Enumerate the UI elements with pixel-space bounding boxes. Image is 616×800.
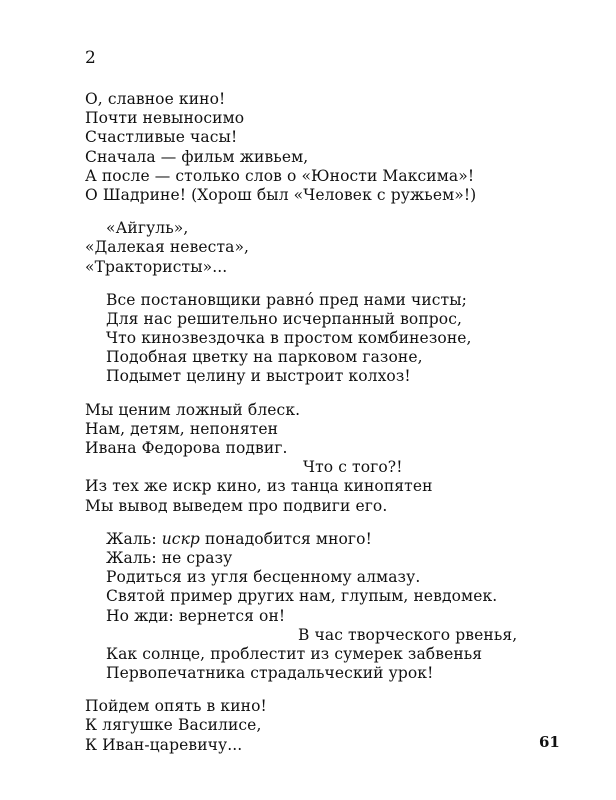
poem-line-part: Жаль: <box>106 529 162 548</box>
poem-line: О Шадрине! (Хорош был «Человек с ружьем»!) <box>85 185 477 204</box>
stanza-3 <box>85 291 555 387</box>
poem-line: Ивана Федорова подвиг. <box>85 439 288 457</box>
poem-line: «Трактористы»... <box>85 257 228 276</box>
poem-line: Пойдем опять в кино! <box>85 697 267 716</box>
poem-line: Сначала — фильм живьем, <box>85 147 309 166</box>
page-number: 61 <box>539 733 560 751</box>
poem-line: Для нас решительно исчерпанный вопрос, <box>106 309 463 328</box>
stanza-1 <box>85 90 555 205</box>
poem-line <box>85 530 555 549</box>
section-number: 2 <box>85 48 96 68</box>
poem-line: Что с того?! <box>303 458 403 477</box>
poem-line: «Далекая невеста», <box>85 238 250 257</box>
stanza-gap <box>85 516 555 530</box>
poem-line: К лягушке Василисе, <box>85 716 262 735</box>
poem-line: В час творческого рвенья, <box>298 625 518 644</box>
poem-line: О, славное кино! <box>85 90 226 108</box>
poem-line: Но жди: вернется он! <box>106 606 286 625</box>
poem-line: А после — столько слов о «Юности Максима»! <box>85 166 475 185</box>
poem-line-part: понадобится много! <box>199 529 372 548</box>
poem-text <box>85 90 555 755</box>
stanza-2 <box>85 219 555 277</box>
stanza-4 <box>85 401 555 516</box>
stanza-gap <box>85 387 555 401</box>
poem-line: Первопечатника страдальческий урок! <box>106 664 434 683</box>
poem-line: Подымет целину и выстроит колхоз! <box>106 367 411 386</box>
poem-line: Что кинозвездочка в простом комбинезоне, <box>106 329 472 348</box>
poem-line: Родиться из угля бесценному алмазу. <box>106 568 421 587</box>
poem-line: К Иван-царевичу... <box>85 735 243 754</box>
stanza-gap <box>85 205 555 219</box>
stanza-gap <box>85 683 555 697</box>
poem-line: Подобная цветку на парковом газоне, <box>106 348 423 367</box>
poem-line: Мы вывод выведем про подвиги его. <box>85 496 388 515</box>
stanza-5 <box>85 530 555 684</box>
stanza-gap <box>85 277 555 291</box>
poem-line: «Айгуль», <box>106 219 189 238</box>
poem-line: Счастливые часы! <box>85 128 238 147</box>
poem-line: Мы ценим ложный блеск. <box>85 400 301 419</box>
poem-line-emphasis: искр <box>161 529 200 548</box>
stanza-6 <box>85 697 555 755</box>
poem-line: Все постановщики равно́ пред нами чисты; <box>106 290 467 309</box>
poem-line: Как солнце, проблестит из сумерек забвенья <box>106 644 483 663</box>
poem-line: Нам, детям, непонятен <box>85 419 279 438</box>
poem-line: Святой пример других нам, глупым, невдомек. <box>106 587 498 606</box>
poem-line: Из тех же искр кино, из танца кинопятен <box>85 477 433 496</box>
poem-line: Почти невыносимо <box>85 109 245 128</box>
poem-line: Жаль: не сразу <box>106 548 233 567</box>
